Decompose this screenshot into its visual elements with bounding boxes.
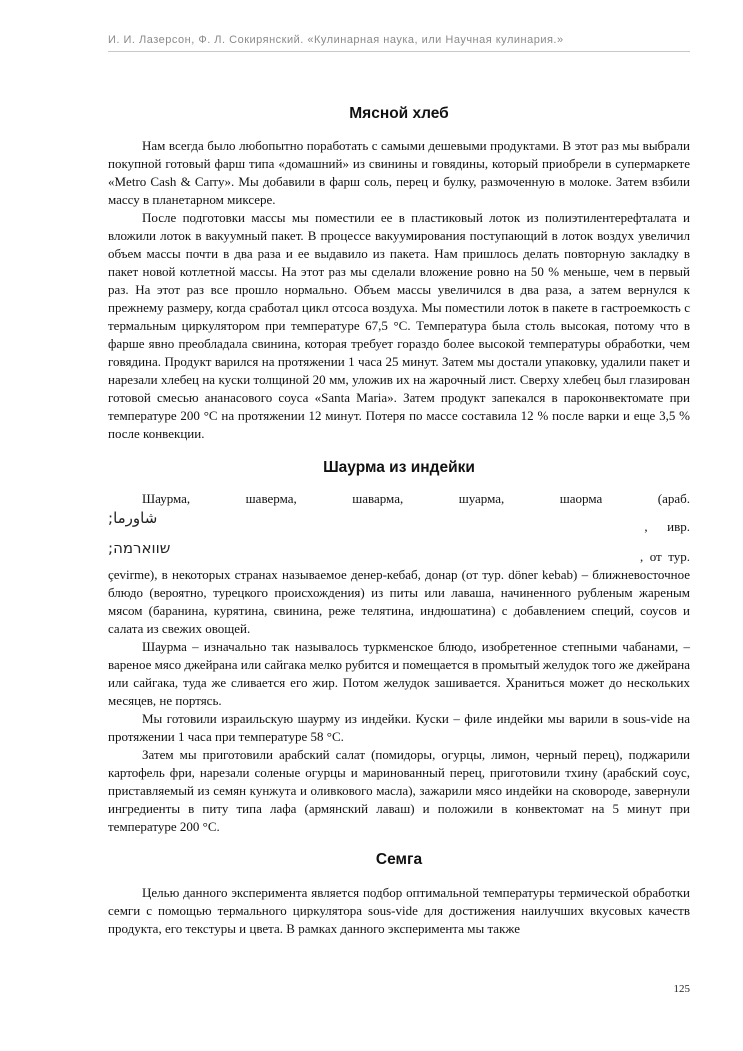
header-divider [108, 51, 690, 52]
running-header: И. И. Лазерсон, Ф. Л. Сокирянский. «Кулинарная наука, или Научная кулинария.» [108, 34, 564, 46]
shawarma-paragraph-3: Мы готовили израильскую шаурму из индейки. Куски – филе индейки мы варили в sous-vide на протяжении 1 часа при температуре 58 °С. [108, 711, 690, 744]
shawarma-paragraph-2: Шаурма – изначально так называлось туркменское блюдо, изобретенное степными чабанами, – вареное мясо джейрана или сайгака мелко рубится и помещается в промытый желудок того же джейрана или сайгака, туда же сливается его жир. Потом желудок зашивается. Храниться может до нескольких месяцев, не портясь. [108, 639, 690, 708]
name-variant: шуарма, [458, 491, 505, 506]
arabic-line-tail: , ивр. [644, 519, 690, 534]
section-title-meat-bread: Мясной хлеб [349, 105, 449, 122]
name-variant: шаверма, [245, 491, 297, 506]
name-variant: (араб. [657, 491, 690, 506]
arabic-word: شاورما‎; [108, 509, 158, 527]
name-variant: Шаурма, [142, 491, 191, 506]
page-body [108, 100, 690, 938]
hebrew-line [108, 536, 690, 566]
page-number: 125 [673, 983, 690, 995]
hebrew-line-tail: , от тур. [639, 549, 690, 564]
meat-bread-paragraph-1: Нам всегда было любопытно поработать с самыми дешевыми продуктами. В этот раз мы выбрали покупной готовый фарш типа «домашний» из свинины и говядины, который приобрели в супермаркете «Metro Cash & Carry». Мы добавили в фарш соль, перец и булку, размоченную в молоке. Затем взбили массу в планетарном миксере. [108, 138, 690, 207]
shawarma-names-line [108, 490, 690, 508]
section-title-salmon: Семга [375, 851, 423, 868]
name-variant: шаварма, [352, 491, 404, 506]
salmon-paragraph-1: Целью данного эксперимента является подбор оптимальной температуры термической обработки семги с помощью термального циркулятора sous-vide для достижения наилучших вкусовых качеств продукта, его текстуры и цвета. В рамках данного эксперимента мы также [108, 885, 690, 936]
arabic-line [108, 508, 690, 536]
shawarma-paragraph-1-cont: çevirme), в некоторых странах называемое денер-кебаб, донар (от тур. döner kebab) – ближневосточное блюдо (вероятно, турецкого происхождения) из питы или лаваша, начиненного рубленым жареным мясом (баранина, курятина, свинина, реже телятина, индюшатина) с добавлением специй, соусов и салата из свежих овощей. [108, 567, 690, 636]
shawarma-paragraph-4: Затем мы приготовили арабский салат (помидоры, огурцы, лимон, черный перец), поджарили картофель фри, нарезали соленые огурцы и маринованный перец, приготовили тхину (арабский соус, приставляемый из семян кунжута и оливкового масла), зажарили мясо индейки на сковороде, завернули ингредиенты в питу типа лафа (армянский лаваш) и положили в конвектомат на 5 минут при температуре 200 °С. [108, 747, 690, 834]
section-title-shawarma: Шаурма из индейки [323, 459, 475, 476]
name-variant: шаорма [559, 491, 603, 506]
hebrew-word: שווארמה‎; [108, 539, 171, 557]
meat-bread-paragraph-2: После подготовки массы мы поместили ее в пластиковый лоток из полиэтилентерефталата и вложили лоток в вакуумный пакет. В процессе вакуумирования поступающий в лоток воздух увеличил объем массы почти в два раза и ее выдавило из пакета. Нам пришлось делать повторную закладку в пакет новой котлетной массы. На этот раз мы сделали вложение ровно на 50 % меньше, чем в первый раз. На этот раз все прошло нормально. Объем массы увеличился в два раза, а затем вернулся к прежнему размеру, когда сработал цикл отсоса воздуха. Мы поместили лоток в пакете в гастроемкость с термальным циркулятором при температуре 67,5 °С. Температура была столь высокая, потому что в фарше явно преобладала свинина, которая требует гораздо более высокой температуры обработки, чем говядина. Продукт варился на протяжении 1 часа 25 минут. Затем мы достали упаковку, удалили пакет и нарезали хлебец на куски толщиной 20 мм, уложив их на жарочный лист. Сверху хлебец был глазирован готовой смесью ананасового соуса «Santa Maria». Затем продукт запекался в пароконвектомате при температуре 200 °С на протяжении 12 минут. Потеря по массе составила 12 % после варки и еще 3,5 % после конвекции. [108, 210, 690, 441]
